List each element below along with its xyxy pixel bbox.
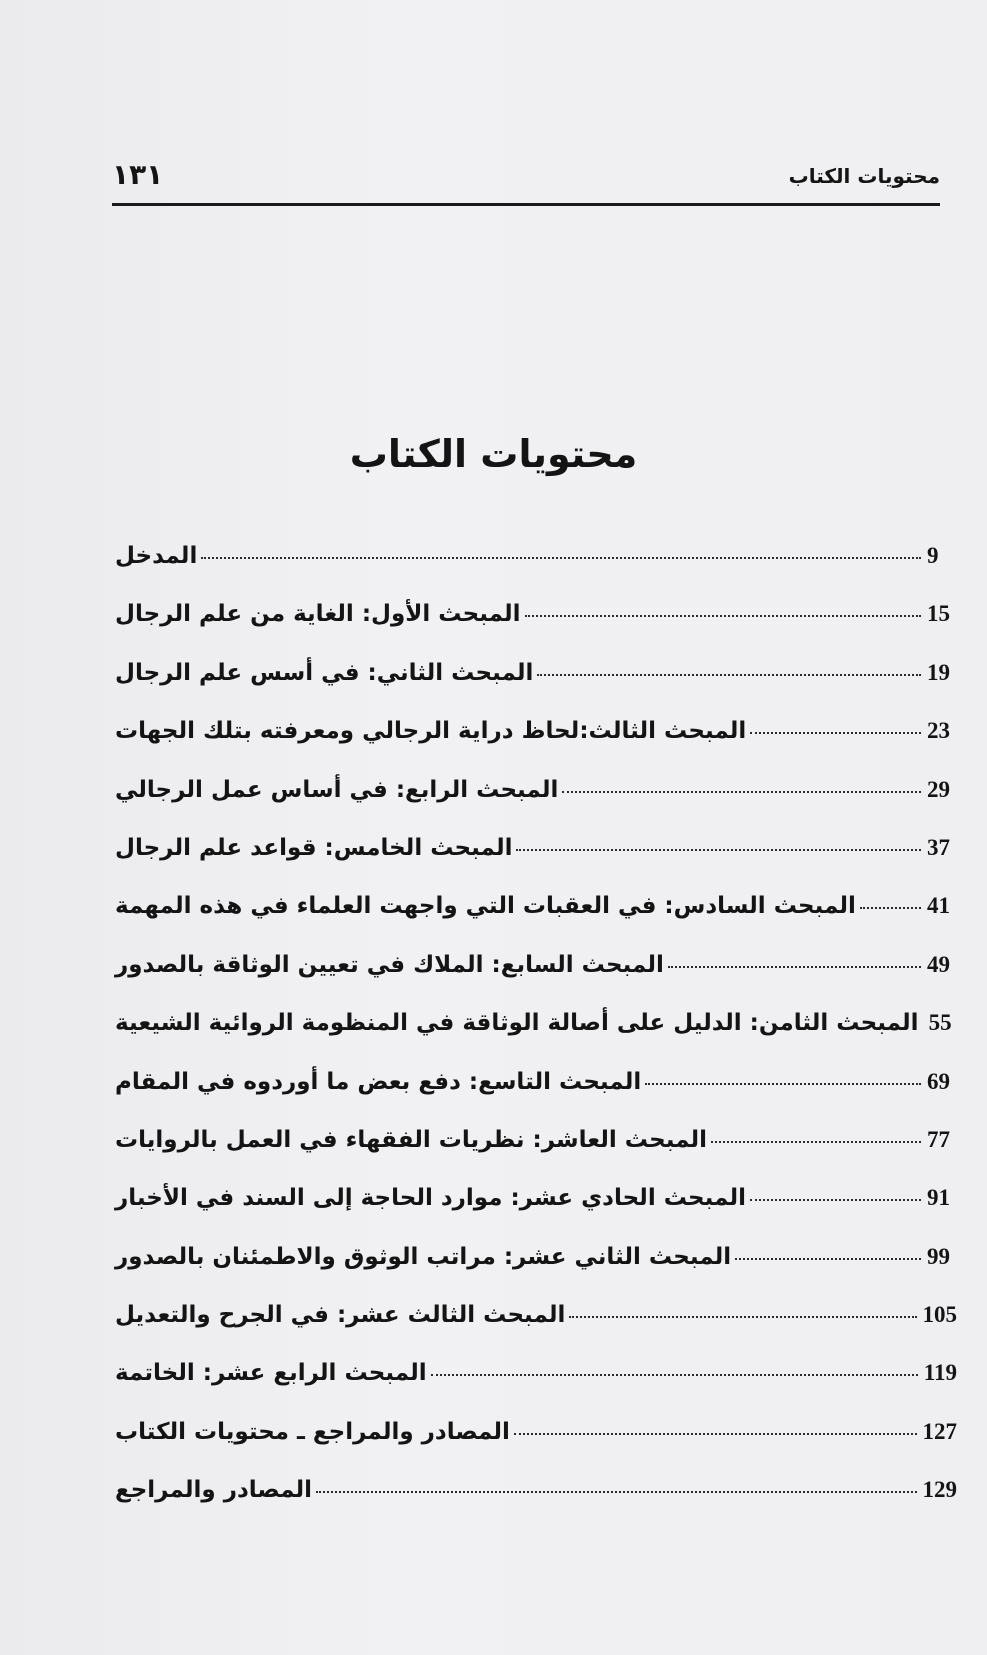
toc-entry-label: المبحث الثالث:لحاظ دراية الرجالي ومعرفته بتلك الجهات [115,718,747,745]
toc-entry-label: المبحث الرابع عشر: الخاتمة [115,1360,427,1387]
toc-entry-page-number: 55 [928,1010,952,1036]
toc-entry-page-number: 77 [927,1126,950,1152]
toc-entry-page-number: 19 [927,659,950,685]
toc-entry-page-number: 105 [922,1302,957,1328]
toc-entry-page-number: 99 [927,1243,950,1269]
running-head [112,158,940,192]
toc-entry-page-number: 49 [927,951,950,977]
toc-entry-page-number: 91 [927,1185,950,1211]
toc-entry [115,1419,957,1477]
running-title: محتويات الكتاب [788,164,940,188]
dot-leader [525,615,921,617]
toc-entry-page-number: 23 [927,718,950,744]
dot-leader [668,966,921,968]
dot-leader [735,1258,921,1260]
toc-entry [115,1477,957,1535]
toc-entry-page-number: 127 [922,1418,957,1444]
toc-entry [115,601,957,659]
toc-entry-label: المبحث الخامس: قواعد علم الرجال [115,834,513,861]
toc-title: محتويات الكتاب [349,432,638,476]
toc-entry-label: المصادر والمراجع ـ محتويات الكتاب [115,1418,510,1445]
toc-entry [115,1360,957,1418]
toc-entry [115,660,957,718]
toc-entry [115,835,957,893]
dot-leader [514,1433,917,1435]
toc-entry-label: المبحث الثاني: في أسس علم الرجال [115,659,534,686]
toc-entry-label: المصادر والمراجع [115,1477,313,1504]
toc-entry-page-number: 129 [922,1477,957,1503]
toc-entry-page-number: 29 [927,776,950,802]
toc-list [115,543,957,1536]
toc-entry [115,1010,957,1068]
toc-entry-label: المدخل [115,543,198,569]
toc-entry [115,1069,957,1127]
toc-entry [115,1185,957,1243]
toc-entry-label: المبحث الأول: الغاية من علم الرجال [115,601,521,628]
toc-entry-label: المبحث الحادي عشر: موارد الحاجة إلى السند في الأخبار [115,1185,746,1212]
toc-entry [115,777,957,835]
toc-entry-page-number: 37 [927,834,950,860]
dot-leader [750,732,921,734]
toc-entry [115,1244,957,1302]
toc-entry [115,718,957,776]
dot-leader [711,1141,921,1143]
toc-entry-page-number: 41 [927,893,950,919]
dot-leader [645,1083,921,1085]
toc-entry [115,893,957,951]
toc-entry-label: المبحث الثامن: الدليل على أصالة الوثاقة في المنظومة الروائية الشيعية [115,1010,919,1037]
dot-leader [201,557,921,559]
dot-leader [431,1374,918,1376]
toc-entry [115,543,957,601]
dot-leader [569,1316,916,1318]
dot-leader [537,674,921,676]
toc-entry-label: المبحث السابع: الملاك في تعيين الوثاقة بالصدور [115,951,664,978]
toc-entry [115,1302,957,1360]
dot-leader [860,907,921,909]
toc-entry-page-number: 15 [927,601,950,627]
toc-entry [115,1127,957,1185]
dot-leader [316,1491,916,1493]
toc-entry-page-number: 69 [927,1068,950,1094]
dot-leader [750,1199,921,1201]
toc-entry-label: المبحث التاسع: دفع بعض ما أوردوه في المقام [115,1068,642,1095]
dot-leader [562,791,921,793]
toc-entry-label: المبحث الثالث عشر: في الجرح والتعديل [115,1302,566,1329]
toc-entry-label: المبحث الثاني عشر: مراتب الوثوق والاطمئنان بالصدور [115,1243,732,1270]
page-number: ١٣١ [112,158,164,191]
toc-entry-label: المبحث العاشر: نظريات الفقهاء في العمل بالروايات [115,1126,708,1153]
header-rule [112,203,940,206]
toc-entry-page-number: 119 [923,1360,957,1386]
toc-entry-label: المبحث السادس: في العقبات التي واجهت العلماء في هذه المهمة [115,893,856,920]
dot-leader [516,849,921,851]
toc-entry [115,952,957,1010]
toc-entry-label: المبحث الرابع: في أساس عمل الرجالي [115,776,559,803]
toc-entry-page-number: 9 [927,543,939,568]
